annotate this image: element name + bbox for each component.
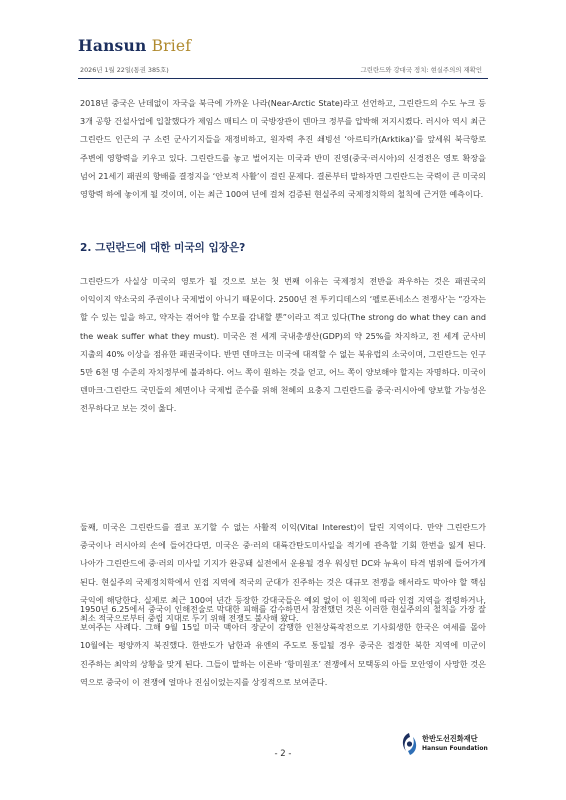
body-paragraph-3: 둘째, 미국은 그린란드를 결코 포기할 수 없는 사활적 이익(Vital Interest)이 달린 지역이다. 만약 그린란드가 중국이나 러시아의 손에 들어간다면, 미국은 중·러의 대륙간탄도미사일을 적기에 관측할 기회 한번을 잃게 된다. 나아가 그린란드에 중·러의 미사일 기지가 완공돼 실전에서 운용될 경우 워싱턴 DC와 뉴욕이 타격 범위에 들어가게 된다. 현실주의 국제정치학에서 인접 지역에 적국의 군대가 진주하는 것은 대규모 전쟁을 해서라도 막아야 할 핵심 국익에 해당한다. 실제로 최근 100여 년간 등장한 강대국들은 예외 없이 이 원칙에 따라 인접 지역을 점령하거나, 최소 적국으로부터 중립 지대로 두기 위해 전쟁도 불사해 왔다. <box>80 522 486 624</box>
body-paragraph-4: 1950년 6.25에서 중국이 인해전술로 막대한 피해를 감수하면서 참전했던 것은 이러한 현실주의의 철칙을 가장 잘 보여주는 사례다. 그해 9월 15일 미국 맥아더 장군이 감행한 인천상륙작전으로 기사회생한 한국은 여세를 몰아 10월에는 평양까지 북진했다. 한반도가 남한과 유엔의 주도로 통일될 경우 중국은 접경한 북한 지역에 미군이 진주하는 최악의 상황을 맞게 된다. 그들이 말하는 이른바 ‘항미원조’ 전쟁에서 모택동의 아들 모안영이 사망한 것은 역으로 중국이 이 전쟁에 얼마나 진심이었는지를 상징적으로 보여준다. <box>80 604 486 687</box>
body-paragraph-2: 그린란드가 사실상 미국의 영토가 될 것으로 보는 첫 번째 이유는 국제정치 전반을 좌우하는 것은 패권국의 이익이지 약소국의 주권이나 국제법이 아니기 때문이다. 2500년 전 투키디데스의 ‘펠로폰네소스 전쟁사’는 “강자는 할 수 있는 일을 하고, 약자는 겪어야 할 수모를 감내할 뿐”이라고 적고 있다(The strong do what they can and the weak suffer what they must). 미국은 전 세계 국내총생산(GDP)의 약 25%를 차지하고, 전 세계 군사비 지출의 40% 이상을 점유한 패권국이다. 반면 덴마크는 미국에 대적할 수 없는 북유럽의 소국이며, 그린란드는 인구 5만 6천 명 수준의 자치정부에 불과하다. 어느 쪽이 원하는 것을 얻고, 어느 쪽이 양보해야 할지는 자명하다. 미국이 덴마크·그린란드 국민들의 체면이나 국제법 준수를 위해 천혜의 요충지 그린란드를 중국·러시아에 양보할 가능성은 전무하다고 보는 것이 옳다. <box>80 276 486 414</box>
page-number: - 2 - <box>274 749 292 759</box>
foundation-logo <box>398 731 508 757</box>
foundation-name-en: Hansun Foundation <box>422 745 488 752</box>
foundation-emblem-icon <box>398 731 420 757</box>
header-divider <box>78 78 488 79</box>
brand-sub: Brief <box>151 37 192 55</box>
issue-topic: 그린란드와 강대국 정치: 현실주의의 재확인 <box>360 66 482 74</box>
brand-main: Hansun <box>78 36 147 55</box>
body-paragraph-1: 2018년 중국은 난데없이 자국을 북극에 가까운 나라(Near-Arctic State)라고 선언하고, 그린란드의 수도 누크 등 3개 공항 건설사업에 입찰했다가 제임스 매티스 미 국방장관이 덴마크 정부를 압박해 저지시켰다. 러시아 역시 최근 그린란드 인근의 구 소련 군사기지들을 재정비하고, 원자력 추진 쇄빙선 ‘아르티카(Arktika)’를 앞세워 북극항로 주변에 영향력을 키우고 있다. 그린란드를 놓고 벌어지는 미국과 반미 진영(중국·러시아)의 신경전은 영토 확장을 넘어 21세기 패권의 향배를 결정지을 ‘안보적 사활’이 걸린 문제다. 결론부터 말하자면 그린란드는 국력이 큰 미국의 영향력 하에 놓이게 될 것이며, 이는 최근 100여 년에 걸쳐 검증된 현실주의 국제정치학의 철칙에 근거한 예측이다. <box>80 98 486 200</box>
issue-date: 2026년 1월 22일(통권 385호) <box>80 66 169 74</box>
section-heading: 2. 그린란드에 대한 미국의 입장은? <box>80 242 246 254</box>
foundation-name-ko: 한반도선진화재단 <box>422 734 478 743</box>
brand-logo <box>78 36 191 55</box>
